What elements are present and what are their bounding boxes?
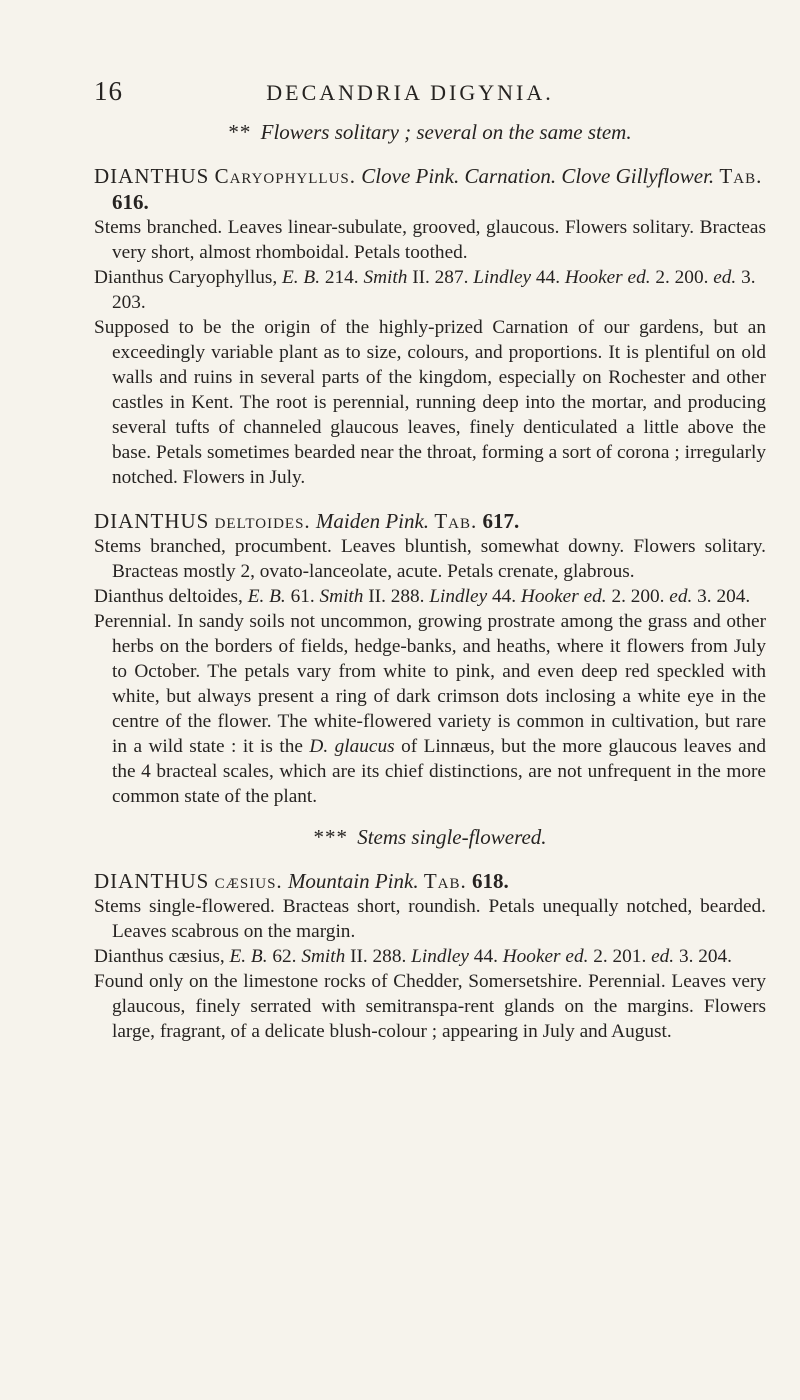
entry-description: Stems single-flowered. Bracteas short, roundish. Petals unequally notched, bearded. Leaves scabrous on the margin. bbox=[94, 896, 766, 942]
species-name: deltoides. bbox=[214, 509, 311, 533]
reference-edition: ed. bbox=[565, 946, 589, 967]
plate-label: Tab. bbox=[423, 869, 467, 893]
entry-description: Stems branched. Leaves linear-subulate, grooved, glaucous. Flowers solitary. Bracteas very short, almost rhomboidal. Petals toothed. bbox=[94, 217, 766, 263]
common-name: Maiden Pink. bbox=[315, 509, 430, 533]
reference-hooker: Hooker bbox=[564, 267, 623, 288]
entry-title bbox=[94, 868, 766, 894]
reference-eb: E. B. bbox=[282, 267, 321, 288]
reference-edition-number: 3. 203. bbox=[112, 267, 756, 313]
notes-text: Perennial. In sandy soils not uncommon, growing prostrate among the grass and other herbs on the borders of fields, hedge-banks, and heaths, where it flowers from July to October. The petals vary from white to pink, and even deep red speckled with white, but always present a ring of dark crimson dots inclosing a white eye in the centre of the flower. The white-flowered variety is common in cultivation, but rare in a wild state : it is the bbox=[94, 611, 766, 757]
notes-species-ref: D. glaucus bbox=[309, 736, 395, 757]
genus-name: DIANTHUS bbox=[94, 869, 210, 893]
page-number: 16 bbox=[94, 76, 123, 106]
plate-number: 616. bbox=[112, 190, 149, 214]
reference-name: Dianthus cæsius, bbox=[94, 946, 225, 967]
plate-label: Tab. bbox=[434, 509, 478, 533]
reference-smith: Smith bbox=[301, 946, 346, 967]
reference-eb-number: 61. bbox=[290, 586, 315, 607]
plate-number: 617. bbox=[482, 509, 520, 533]
entry-references bbox=[94, 944, 766, 969]
species-entry-caryophyllus bbox=[94, 163, 766, 490]
reference-hooker: Hooker bbox=[502, 946, 561, 967]
reference-lindley: Lindley bbox=[411, 946, 469, 967]
reference-lindley-number: 44. bbox=[473, 946, 498, 967]
reference-eb: E. B. bbox=[247, 586, 286, 607]
genus-name: DIANTHUS bbox=[94, 509, 210, 533]
reference-edition: ed. bbox=[627, 267, 651, 288]
entry-notes bbox=[94, 609, 766, 809]
reference-lindley-number: 44. bbox=[491, 586, 517, 607]
section-heading-solitary bbox=[94, 120, 766, 145]
species-name: Caryophyllus. bbox=[214, 164, 357, 188]
reference-edition-number: 2. 200. bbox=[611, 586, 665, 607]
notes-text: of Linnæus, but the more glaucous leaves and the 4 bracteal scales, which are its chief distinctions, are not unfrequent in the more common state of the plant. bbox=[112, 736, 766, 807]
section-stars: *** bbox=[313, 825, 348, 849]
reference-eb-number: 214. bbox=[324, 267, 359, 288]
reference-lindley: Lindley bbox=[473, 267, 532, 288]
reference-lindley: Lindley bbox=[429, 586, 488, 607]
reference-edition-number: 2. 200. bbox=[655, 267, 709, 288]
reference-edition-number: 3. 204. bbox=[678, 946, 732, 967]
reference-edition-number: 2. 201. bbox=[593, 946, 647, 967]
species-name: cæsius. bbox=[214, 869, 283, 893]
reference-edition: ed. bbox=[713, 267, 737, 288]
common-name: Clove Pink. Carnation. Clove Gillyflower. bbox=[361, 164, 715, 188]
reference-name: Dianthus Caryophyllus, bbox=[94, 267, 278, 288]
reference-smith-number: II. 287. bbox=[412, 267, 469, 288]
entry-notes: Supposed to be the origin of the highly-prized Carnation of our gardens, but an exceedingly variable plant as to size, colours, and proportions. It is plentiful on old walls and ruins in several parts of the kingdom, especially on Rochester and other castles in Kent. The root is perennial, running deep into the mortar, and producing several tufts of channeled glaucous leaves, finely denticulated a little above the base. Petals sometimes bearded near the throat, forming a sort of corona ; irregularly notched. Flowers in July. bbox=[94, 317, 766, 488]
entry-description: Stems branched, procumbent. Leaves bluntish, somewhat downy. Flowers solitary. Bracteas mostly 2, ovato-lanceolate, acute. Petals crenate, glabrous. bbox=[94, 536, 766, 582]
reference-smith: Smith bbox=[319, 586, 364, 607]
page-content bbox=[94, 120, 766, 1044]
reference-edition: ed. bbox=[583, 586, 607, 607]
species-entry-deltoides bbox=[94, 508, 766, 809]
reference-edition-number: 3. 204. bbox=[697, 586, 751, 607]
entry-references bbox=[94, 265, 766, 315]
species-entry-caesius bbox=[94, 868, 766, 1044]
common-name: Mountain Pink. bbox=[287, 869, 419, 893]
reference-eb-number: 62. bbox=[272, 946, 297, 967]
section-heading-single-flowered bbox=[94, 825, 766, 850]
reference-name: Dianthus deltoides, bbox=[94, 586, 243, 607]
reference-lindley-number: 44. bbox=[535, 267, 561, 288]
reference-hooker: Hooker bbox=[520, 586, 579, 607]
reference-smith-number: II. 288. bbox=[350, 946, 407, 967]
genus-name: DIANTHUS bbox=[94, 164, 210, 188]
reference-eb: E. B. bbox=[229, 946, 268, 967]
section-heading-text: Stems single-flowered. bbox=[357, 825, 547, 849]
running-title: DECANDRIA DIGYNIA. bbox=[266, 80, 554, 105]
entry-title bbox=[94, 163, 766, 215]
section-stars: ** bbox=[228, 120, 252, 144]
entry-title bbox=[94, 508, 766, 534]
reference-edition: ed. bbox=[669, 586, 693, 607]
entry-notes: Found only on the limestone rocks of Chedder, Somersetshire. Perennial. Leaves very glaucous, finely serrated with semitranspa-rent glands on the margins. Flowers large, fragrant, of a delicate blush-colour ; appearing in July and August. bbox=[94, 971, 766, 1042]
section-heading-text: Flowers solitary ; several on the same stem. bbox=[260, 120, 632, 144]
reference-smith: Smith bbox=[363, 267, 408, 288]
reference-smith-number: II. 288. bbox=[368, 586, 425, 607]
plate-number: 618. bbox=[472, 869, 509, 893]
reference-edition: ed. bbox=[651, 946, 675, 967]
plate-label: Tab. bbox=[719, 164, 763, 188]
entry-references bbox=[94, 584, 766, 609]
